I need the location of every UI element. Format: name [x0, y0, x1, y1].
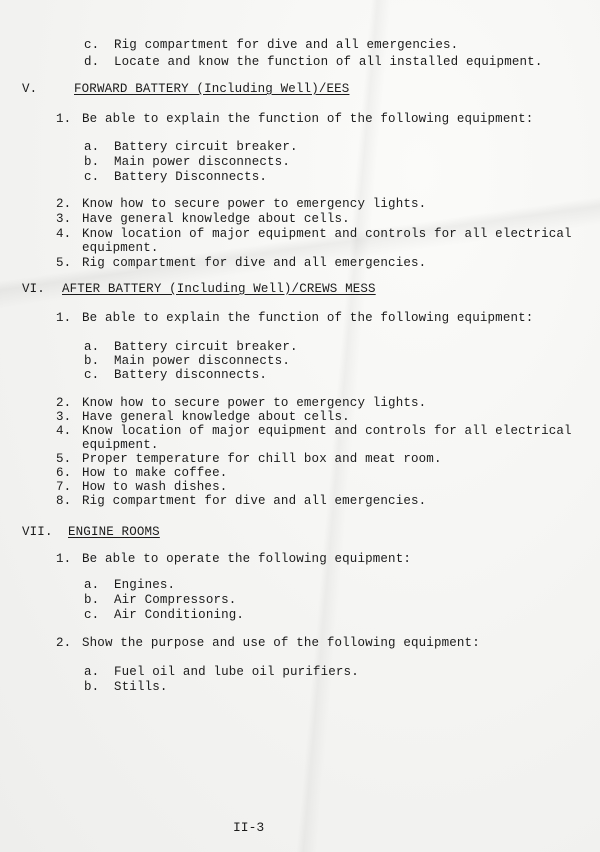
section-vi-item-6: 6. How to make coffee.	[56, 466, 228, 480]
section-vi-heading: VI. AFTER BATTERY (Including Well)/CREWS MESS	[22, 282, 376, 296]
section-vii-title: ENGINE ROOMS	[68, 525, 160, 539]
section-vii-item-1a: a. Engines.	[84, 578, 176, 592]
section-vi-item-8: 8. Rig compartment for dive and all emergencies.	[56, 494, 427, 508]
section-vi-item-1b: b. Main power disconnects.	[84, 354, 290, 368]
section-v-item-2: 2. Know how to secure power to emergency lights.	[56, 197, 427, 211]
section-vii-item-2a: a. Fuel oil and lube oil purifiers.	[84, 665, 359, 679]
section-vi-item-3: 3. Have general knowledge about cells.	[56, 410, 350, 424]
carry-over-item-c: c. Rig compartment for dive and all emergencies.	[84, 38, 459, 52]
section-v-item-5: 5. Rig compartment for dive and all emergencies.	[56, 256, 427, 270]
section-vi-item-1: 1. Be able to explain the function of the following equipment:	[56, 311, 534, 325]
section-vii-heading: VII. ENGINE ROOMS	[22, 525, 160, 539]
section-v-item-3: 3. Have general knowledge about cells.	[56, 212, 350, 226]
section-v-item-1a: a. Battery circuit breaker.	[84, 140, 298, 154]
section-v-item-1c: c. Battery Disconnects.	[84, 170, 268, 184]
section-vii-item-2b: b. Stills.	[84, 680, 168, 694]
section-vi-item-1a: a. Battery circuit breaker.	[84, 340, 298, 354]
section-vi-item-1c: c. Battery disconnects.	[84, 368, 268, 382]
section-v-title: FORWARD BATTERY (Including Well)/EES	[74, 82, 350, 96]
section-v-heading: V. FORWARD BATTERY (Including Well)/EES	[22, 82, 350, 96]
section-vi-item-7: 7. How to wash dishes.	[56, 480, 228, 494]
section-v-item-4: 4. Know location of major equipment and controls for all electrical	[56, 227, 572, 241]
section-vi-item-4-cont: equipment.	[82, 438, 159, 452]
section-vii-item-1: 1. Be able to operate the following equipment:	[56, 552, 412, 566]
page-number: II-3	[233, 820, 265, 835]
section-vi-item-5: 5. Proper temperature for chill box and meat room.	[56, 452, 442, 466]
section-vii-item-2: 2. Show the purpose and use of the following equipment:	[56, 636, 480, 650]
section-v-item-4-cont: equipment.	[82, 241, 159, 255]
section-vi-item-4: 4. Know location of major equipment and controls for all electrical	[56, 424, 572, 438]
section-vi-title: AFTER BATTERY (Including Well)/CREWS MESS	[62, 282, 376, 296]
section-v-item-1: 1. Be able to explain the function of the following equipment:	[56, 112, 534, 126]
section-vii-item-1b: b. Air Compressors.	[84, 593, 237, 607]
section-vi-item-2: 2. Know how to secure power to emergency lights.	[56, 396, 427, 410]
section-v-item-1b: b. Main power disconnects.	[84, 155, 290, 169]
section-vii-item-1c: c. Air Conditioning.	[84, 608, 245, 622]
carry-over-item-d: d. Locate and know the function of all installed equipment.	[84, 55, 543, 69]
